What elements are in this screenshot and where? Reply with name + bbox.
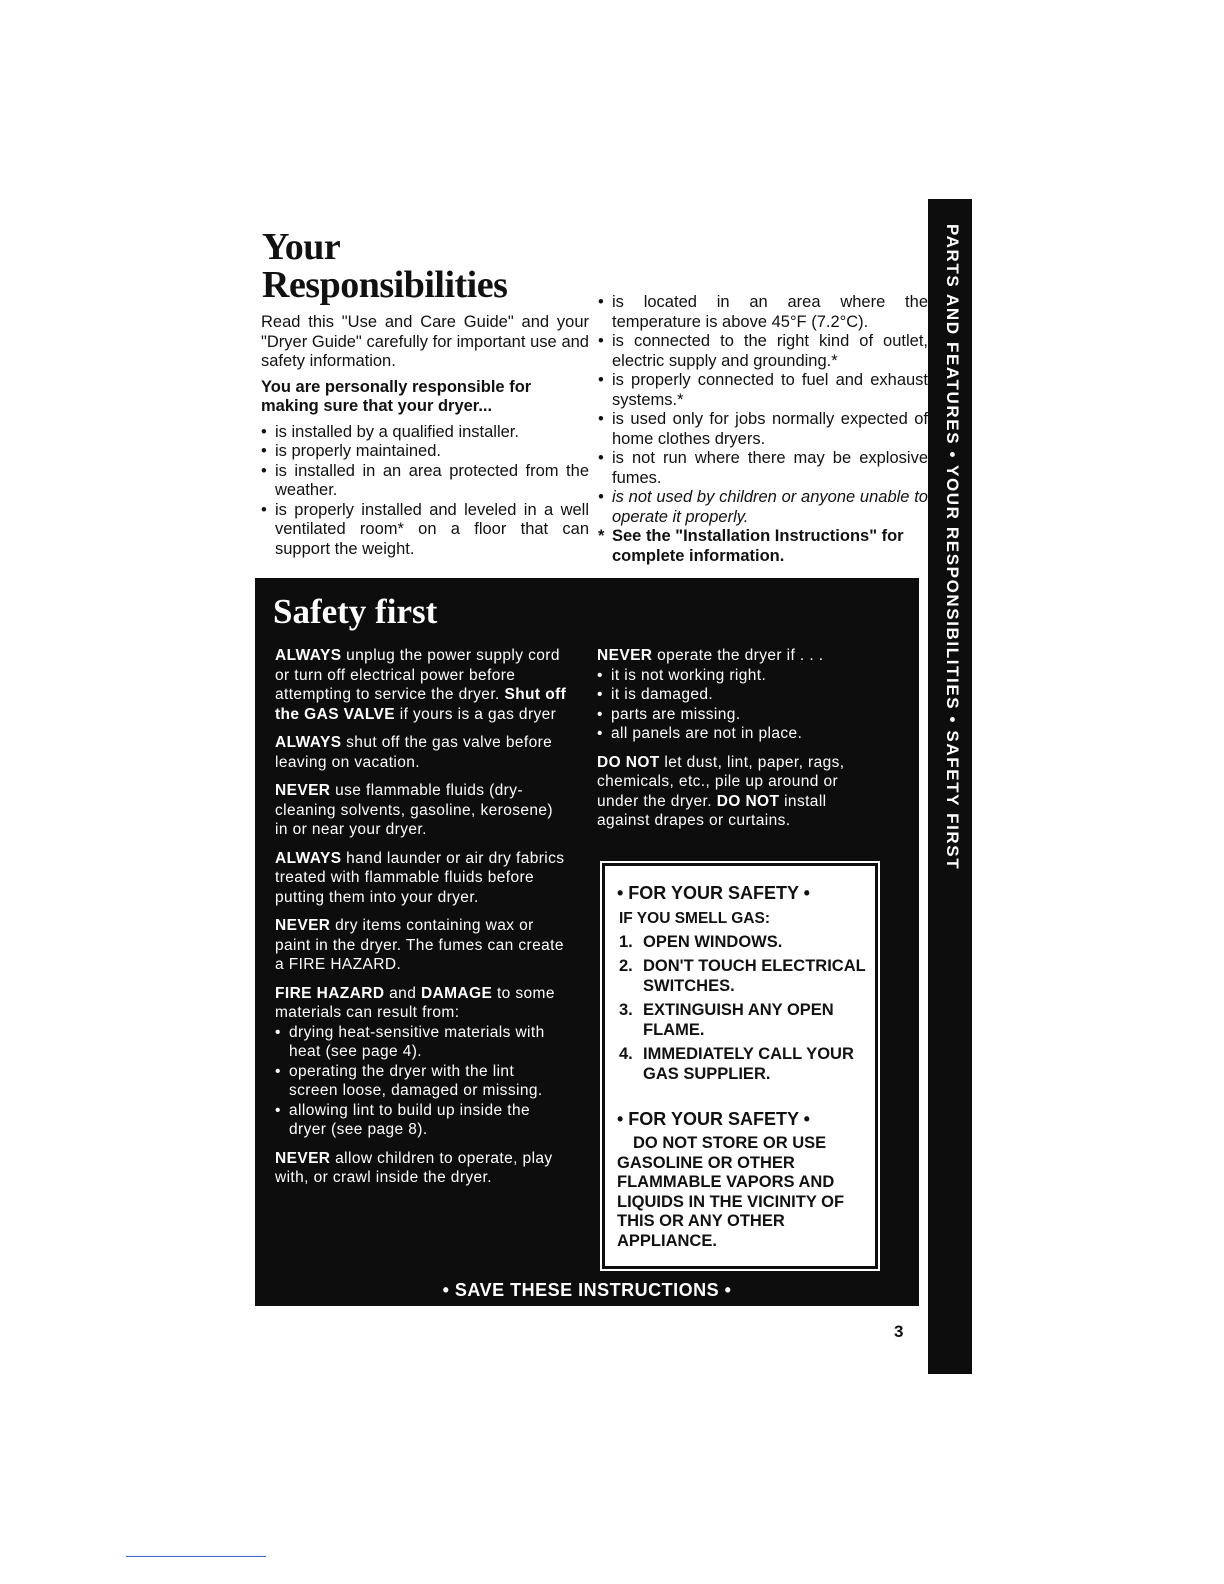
- operate-rule: NEVER operate the dryer if . . .: [597, 647, 824, 664]
- list-item: • all panels are not in place.: [597, 724, 877, 744]
- footnote-rule: [126, 1556, 266, 1557]
- list-item: • is connected to the right kind of outlet, electric supply and grounding.*: [598, 332, 928, 371]
- list-item: 2. DON'T TOUCH ELECTRICAL SWITCHES.: [619, 956, 866, 995]
- smell-gas-heading: IF YOU SMELL GAS:: [619, 910, 770, 927]
- list-item: • is properly connected to fuel and exhaust systems.*: [598, 371, 928, 410]
- flammable-fluids-rule: NEVER use flammable fluids (dry-cleaning solvents, gasoline, kerosene) in or near your dryer.: [275, 782, 553, 838]
- dust-lint-rule: DO NOT let dust, lint, paper, rags, chemicals, etc., pile up around or under the dryer. DO NOT install against drapes or curtains.: [597, 753, 845, 829]
- list-item: • parts are missing.: [597, 705, 877, 725]
- list-item: • is properly maintained.: [261, 442, 589, 462]
- children-rule: NEVER allow children to operate, play with, or crawl inside the dryer.: [275, 1149, 553, 1186]
- list-item: • it is damaged.: [597, 685, 877, 705]
- keyword: DO NOT: [716, 792, 780, 810]
- responsibility-lead: You are personally responsible for making sure that your dryer...: [261, 377, 532, 415]
- list-item: • it is not working right.: [597, 666, 877, 686]
- title-line-2: Responsibilities: [262, 264, 508, 306]
- keyword: ALWAYS: [275, 647, 342, 664]
- wax-paint-rule: NEVER dry items containing wax or paint in the dryer. The fumes can create a FIRE HAZARD.: [275, 917, 564, 973]
- safety-left-column: [275, 646, 567, 1197]
- unplug-rule: ALWAYS unplug the power supply cord or turn off electrical power before attempting to service the dryer. Shut off the GAS VALVE if yours is a gas dryer: [275, 647, 567, 723]
- keyword: ALWAYS: [275, 734, 342, 751]
- keyword: NEVER: [275, 1149, 331, 1167]
- keyword: NEVER: [275, 782, 331, 799]
- for-your-safety-heading: • FOR YOUR SAFETY •: [617, 883, 810, 903]
- list-item: • is used only for jobs normally expected of home clothes dryers.: [598, 410, 928, 449]
- list-item: 1. OPEN WINDOWS.: [619, 933, 783, 951]
- intro-paragraph: Read this "Use and Care Guide" and your "Dryer Guide" carefully for important use and safety information.: [261, 313, 589, 370]
- gas-safety-box: [602, 863, 878, 1269]
- keyword: Shut off the GAS VALVE: [275, 686, 567, 723]
- responsibilities-right-column: [598, 293, 928, 566]
- hand-launder-rule: ALWAYS hand launder or air dry fabrics treated with flammable fluids before putting them into your dryer.: [275, 849, 565, 906]
- list-item: • is installed by a qualified installer.: [261, 423, 589, 443]
- list-item: • is installed in an area protected from the weather.: [261, 462, 589, 501]
- safety-first-panel: [255, 578, 919, 1306]
- keyword: DO NOT: [597, 753, 660, 771]
- page-title: [262, 228, 507, 304]
- keyword: NEVER: [597, 647, 653, 664]
- installation-footnote: [598, 527, 928, 566]
- list-item: • allowing lint to build up inside the dryer (see page 8).: [275, 1101, 567, 1140]
- responsibility-list-left: [261, 423, 589, 560]
- page-number: 3: [894, 1322, 904, 1341]
- list-item: • operating the dryer with the lint screen loose, damaged or missing.: [275, 1062, 567, 1101]
- for-your-safety-heading: • FOR YOUR SAFETY •: [617, 1109, 810, 1129]
- fire-hazard-rule: FIRE HAZARD and DAMAGE to some materials can result from:: [275, 984, 555, 1021]
- footnote-text: See the "Installation Instructions" for complete information.: [612, 527, 904, 565]
- title-line-1: Your: [262, 226, 341, 268]
- list-item: • is properly installed and leveled in a well ventilated room* on a floor that can support the weight.: [261, 501, 589, 560]
- save-instructions: • SAVE THESE INSTRUCTIONS •: [442, 1280, 732, 1300]
- list-item: 4. IMMEDIATELY CALL YOUR GAS SUPPLIER.: [619, 1044, 854, 1083]
- list-item: • is not run where there may be explosive fumes.: [598, 449, 928, 488]
- list-item: • drying heat-sensitive materials with heat (see page 4).: [275, 1023, 567, 1062]
- footnote-star: *: [598, 527, 605, 545]
- fire-hazard-list: [275, 1023, 567, 1140]
- gas-steps-list: [619, 932, 869, 1088]
- list-item: • is located in an area where the temperature is above 45°F (7.2°C).: [598, 293, 928, 332]
- safety-title: Safety first: [273, 592, 438, 631]
- list-item: 3. EXTINGUISH ANY OPEN FLAME.: [619, 1000, 834, 1039]
- keyword: NEVER: [275, 917, 331, 934]
- keyword: FIRE HAZARD: [275, 984, 385, 1002]
- keyword: ALWAYS: [275, 849, 342, 867]
- vacation-rule: ALWAYS shut off the gas valve before leaving on vacation.: [275, 734, 553, 771]
- list-item: • is not used by children or anyone unable to operate it properly.: [598, 488, 928, 527]
- keyword: DAMAGE: [420, 984, 493, 1002]
- responsibility-list-right: [598, 293, 928, 527]
- responsibilities-left-column: [261, 313, 589, 559]
- safety-right-column: [597, 646, 877, 840]
- gasoline-storage-warning: DO NOT STORE OR USE GASOLINE OR OTHER FLAMMABLE VAPORS AND LIQUIDS IN THE VICINITY OF THIS OR ANY OTHER APPLIANCE.: [617, 1134, 845, 1250]
- operate-list: [597, 666, 877, 744]
- section-side-tab-label: PARTS AND FEATURES • YOUR RESPONSIBILITIES • SAFETY FIRST: [943, 224, 962, 871]
